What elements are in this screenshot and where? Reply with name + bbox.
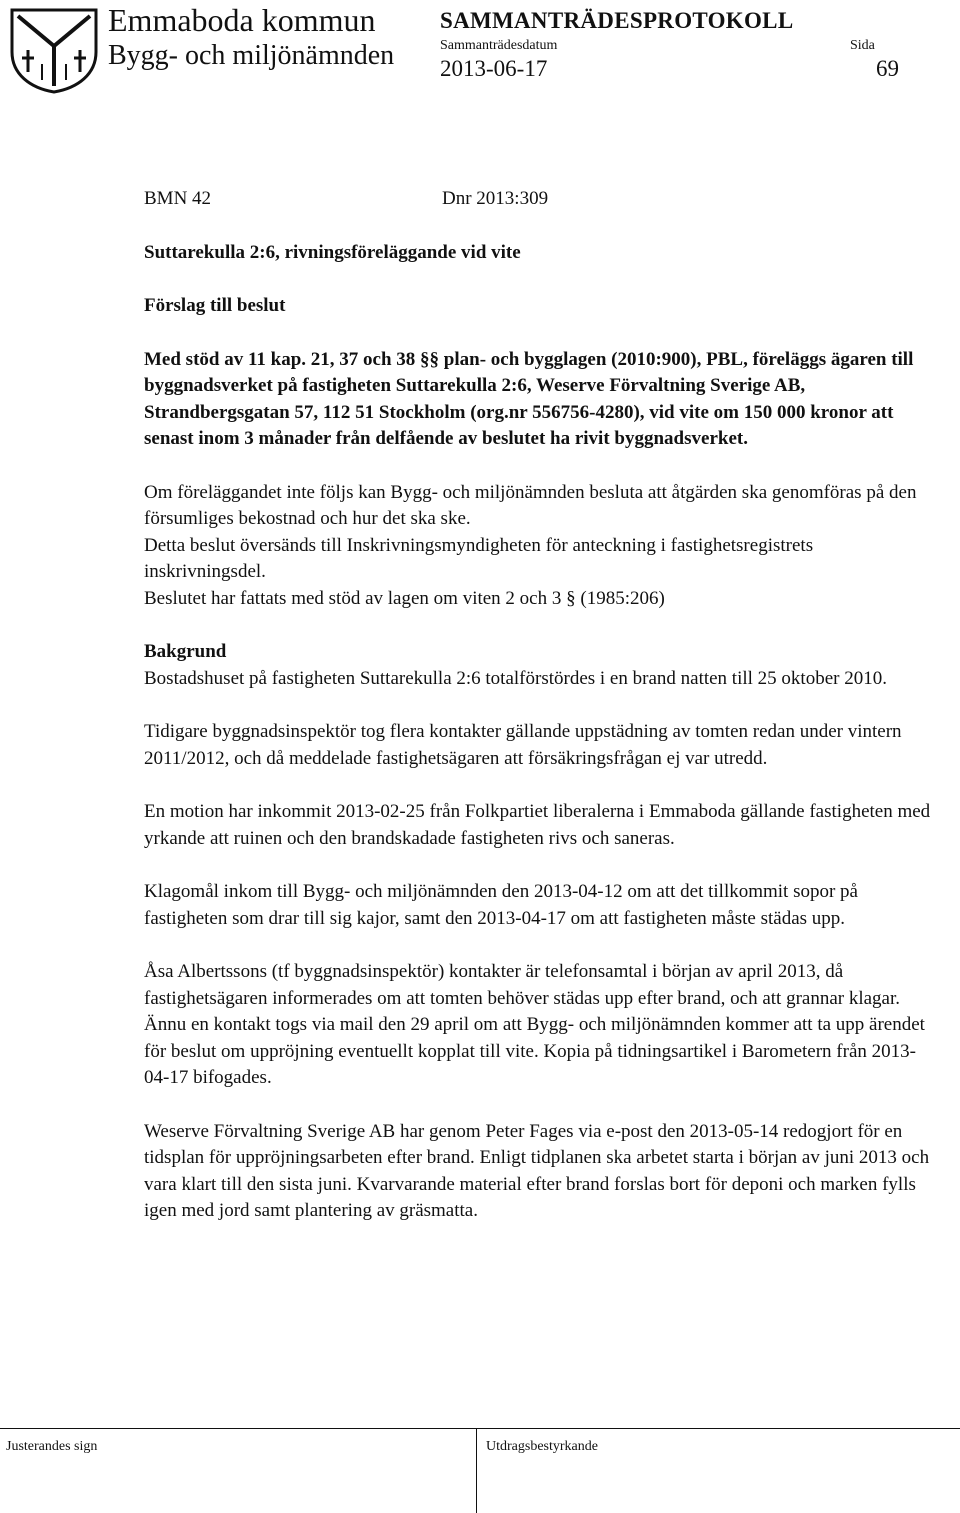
adjuster-signature-label: Justerandes sign: [6, 1439, 98, 1454]
meeting-date-label: Sammanträdesdatum: [440, 38, 558, 53]
municipal-crest-logo: [8, 6, 100, 94]
page-label: Sida: [850, 38, 875, 53]
proposal-paragraph: Detta beslut översänds till Inskrivningsmyndigheten för anteckning i fastighetsregistrets inskrivningsdel.: [144, 534, 814, 582]
extract-certification-label: Utdragsbestyrkande: [486, 1439, 598, 1454]
protocol-title: SAMMANTRÄDESPROTOKOLL: [440, 8, 794, 33]
background-paragraph: Ännu en kontakt togs via mail den 29 april om att Bygg- och miljönämnden kommer att ta upp ärendet för beslut om uppröjning eventuellt kopplat till vite. Kopia på tidningsartikel i Barometern från 2013-04-17 bifogades.: [144, 1014, 925, 1088]
background-paragraph: Klagomål inkom till Bygg- och miljönämnden den 2013-04-12 om att det tillkommit sopor på fastigheten som drar till sig kajor, samt den 2013-04-17 om att fastigheten måste städas upp.: [144, 881, 858, 929]
background-paragraph: Tidigare byggnadsinspektör tog flera kontakter gällande uppstädning av tomten redan under vintern 2011/2012, och då meddelade fastighetsägaren att försäkringsfrågan ej var utredd.: [144, 721, 902, 769]
case-dnr: Dnr 2013:309: [442, 188, 549, 209]
case-number: BMN 42: [144, 188, 212, 209]
case-title: Suttarekulla 2:6, rivningsföreläggande vid vite: [144, 241, 521, 263]
background-paragraph: Bostadshuset på fastigheten Suttarekulla 2:6 totalförstördes i en brand natten till 25 oktober 2010.: [144, 667, 887, 689]
document-body: [144, 186, 934, 1225]
committee-name: Bygg- och miljönämnden: [108, 40, 395, 71]
case-reference-line: [144, 186, 934, 213]
background-paragraph: Weserve Förvaltning Sverige AB har genom Peter Fages via e-post den 2013-05-14 redogjort för en tidsplan för uppröjningsarbeten efter brand. Enligt tidplanen ska arbetet starta i början av juni 2013 och vara klart till den sista juni. Kvarvarande material efter brand forslas bort för deponi och marken fylls igen med jord samt plantering av gräsmatta.: [144, 1120, 930, 1221]
footer-divider: [476, 1429, 477, 1513]
background-paragraph: En motion har inkommit 2013-02-25 från Folkpartiet liberalerna i Emmaboda gällande fastigheten med yrkande att ruinen och den brandskadade fastigheten rivs och saneras.: [144, 801, 931, 849]
background-paragraph: Åsa Albertssons (tf byggnadsinspektör) kontakter är telefonsamtal i början av april 2013, då fastighetsägaren informerades om att tomten behöver städas upp efter brand, och att grannar klagar.: [144, 961, 901, 1009]
signature-footer: [0, 1428, 960, 1513]
background-heading: Bakgrund: [144, 641, 227, 662]
meeting-date: 2013-06-17: [440, 56, 548, 81]
proposal-heading: Förslag till beslut: [144, 295, 286, 316]
organization-name: Emmaboda kommun: [108, 2, 376, 38]
page-number: 69: [876, 56, 899, 81]
proposal-paragraph: Om föreläggandet inte följs kan Bygg- och miljönämnden besluta att åtgärden ska genomföras på den försumliges bekostnad och hur det ska ske.: [144, 481, 917, 529]
proposal-paragraph: Beslutet har fattats med stöd av lagen om viten 2 och 3 § (1985:206): [144, 587, 665, 609]
proposal-decision: Med stöd av 11 kap. 21, 37 och 38 §§ plan- och bygglagen (2010:900), PBL, föreläggs ägaren till byggnadsverket på fastigheten Suttarekulla 2:6, Weserve Förvaltning Sverige AB, Strandbergsgatan 57, 112 51 Stockholm (org.nr 556756-4280), vid vite om 150 000 kronor att senast inom 3 månader från delfående av beslutet ha rivit byggnadsverket.: [144, 348, 914, 449]
